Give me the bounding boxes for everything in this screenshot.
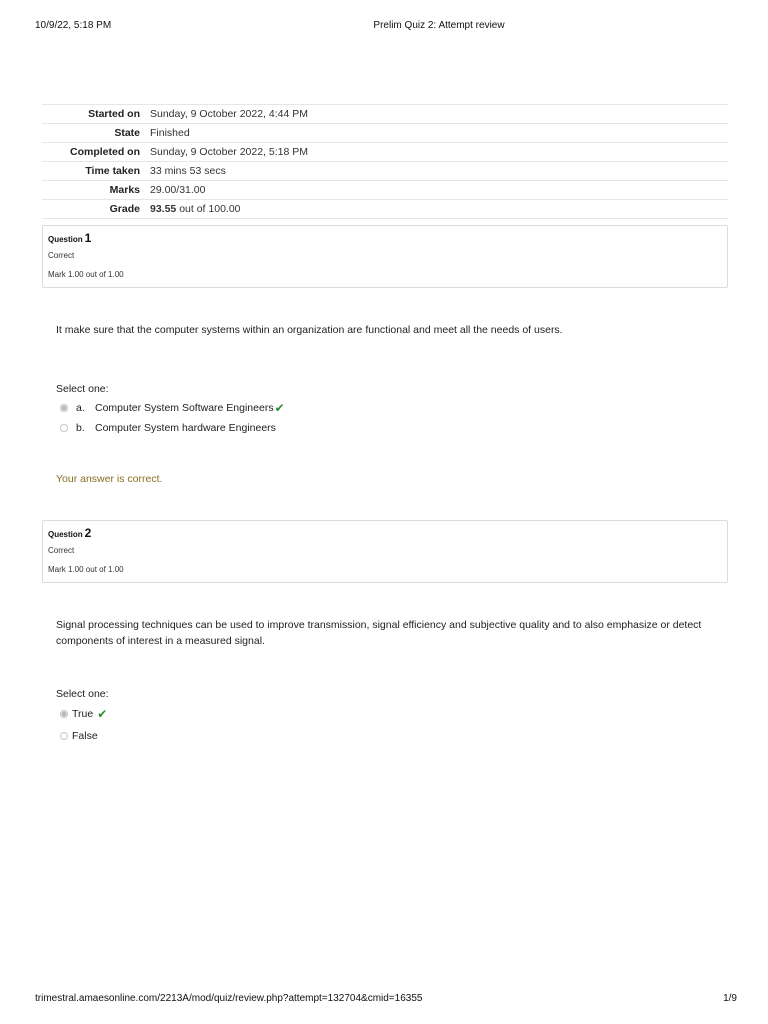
summary-row xyxy=(42,162,728,181)
summary-value: 33 mins 53 secs xyxy=(150,165,226,177)
question-grade: Mark 1.00 out of 1.00 xyxy=(48,270,124,279)
radio-button[interactable] xyxy=(60,710,68,718)
question-1-prompt: Select one: xyxy=(56,383,109,395)
summary-row xyxy=(42,124,728,143)
question-number xyxy=(48,231,91,245)
print-datetime: 10/9/22, 5:18 PM xyxy=(35,20,112,31)
print-header xyxy=(0,20,768,34)
question-number-value: 2 xyxy=(84,526,92,540)
page-number: 1/9 xyxy=(723,993,737,1004)
question-state: Correct xyxy=(48,251,75,260)
radio-button[interactable] xyxy=(60,424,68,432)
print-page-title: Prelim Quiz 2: Attempt review xyxy=(373,20,505,31)
page-url: trimestral.amaesonline.com/2213A/mod/quiz/review.php?attempt=132704&cmid=16355 xyxy=(35,993,423,1004)
option-text: Computer System Software Engineers xyxy=(95,402,274,414)
question-2-option-true[interactable] xyxy=(60,707,107,721)
option-text: Computer System hardware Engineers xyxy=(95,422,276,434)
radio-button[interactable] xyxy=(60,732,68,740)
grade-value: 93.55 xyxy=(150,203,177,215)
correct-check-icon: ✔ xyxy=(274,401,285,415)
summary-value: Sunday, 9 October 2022, 4:44 PM xyxy=(150,108,308,120)
summary-label: State xyxy=(114,127,140,139)
option-text: False xyxy=(72,730,98,742)
summary-row xyxy=(42,181,728,200)
question-number-value: 1 xyxy=(84,231,92,245)
option-letter: b. xyxy=(76,422,85,434)
question-1-feedback: Your answer is correct. xyxy=(56,473,163,485)
question-1-option-a[interactable] xyxy=(60,401,285,415)
summary-label: Started on xyxy=(88,108,140,120)
summary-value: Finished xyxy=(150,127,190,139)
question-1-option-b[interactable] xyxy=(60,421,276,435)
summary-value: 29.00/31.00 xyxy=(150,184,206,196)
question-label: Question xyxy=(48,235,83,244)
summary-label: Grade xyxy=(109,203,140,215)
question-2-option-false[interactable] xyxy=(60,729,98,743)
option-text: True xyxy=(72,708,94,720)
summary-value: Sunday, 9 October 2022, 5:18 PM xyxy=(150,146,308,158)
summary-label: Marks xyxy=(109,184,140,196)
question-grade: Mark 1.00 out of 1.00 xyxy=(48,565,124,574)
question-label: Question xyxy=(48,530,83,539)
attempt-summary-table xyxy=(42,104,728,219)
summary-label: Completed on xyxy=(70,146,140,158)
summary-row xyxy=(42,105,728,124)
question-state: Correct xyxy=(48,546,75,555)
option-letter: a. xyxy=(76,402,85,414)
radio-button[interactable] xyxy=(60,404,68,412)
grade-out-of: out of 100.00 xyxy=(176,203,241,215)
summary-row xyxy=(42,143,728,162)
question-number xyxy=(48,526,91,540)
question-1-info xyxy=(42,225,728,288)
question-1-text: It make sure that the computer systems within an organization are functional and meet all the needs of users. xyxy=(56,324,563,336)
summary-row xyxy=(42,200,728,219)
question-2-info xyxy=(42,520,728,583)
correct-check-icon: ✔ xyxy=(97,707,108,721)
summary-value xyxy=(150,200,728,219)
question-2-prompt: Select one: xyxy=(56,688,109,700)
question-2-text: Signal processing techniques can be used to improve transmission, signal efficiency and subjective quality and to also emphasize or detect components of interest in a measured signal. xyxy=(56,619,702,647)
summary-label: Time taken xyxy=(85,165,140,177)
